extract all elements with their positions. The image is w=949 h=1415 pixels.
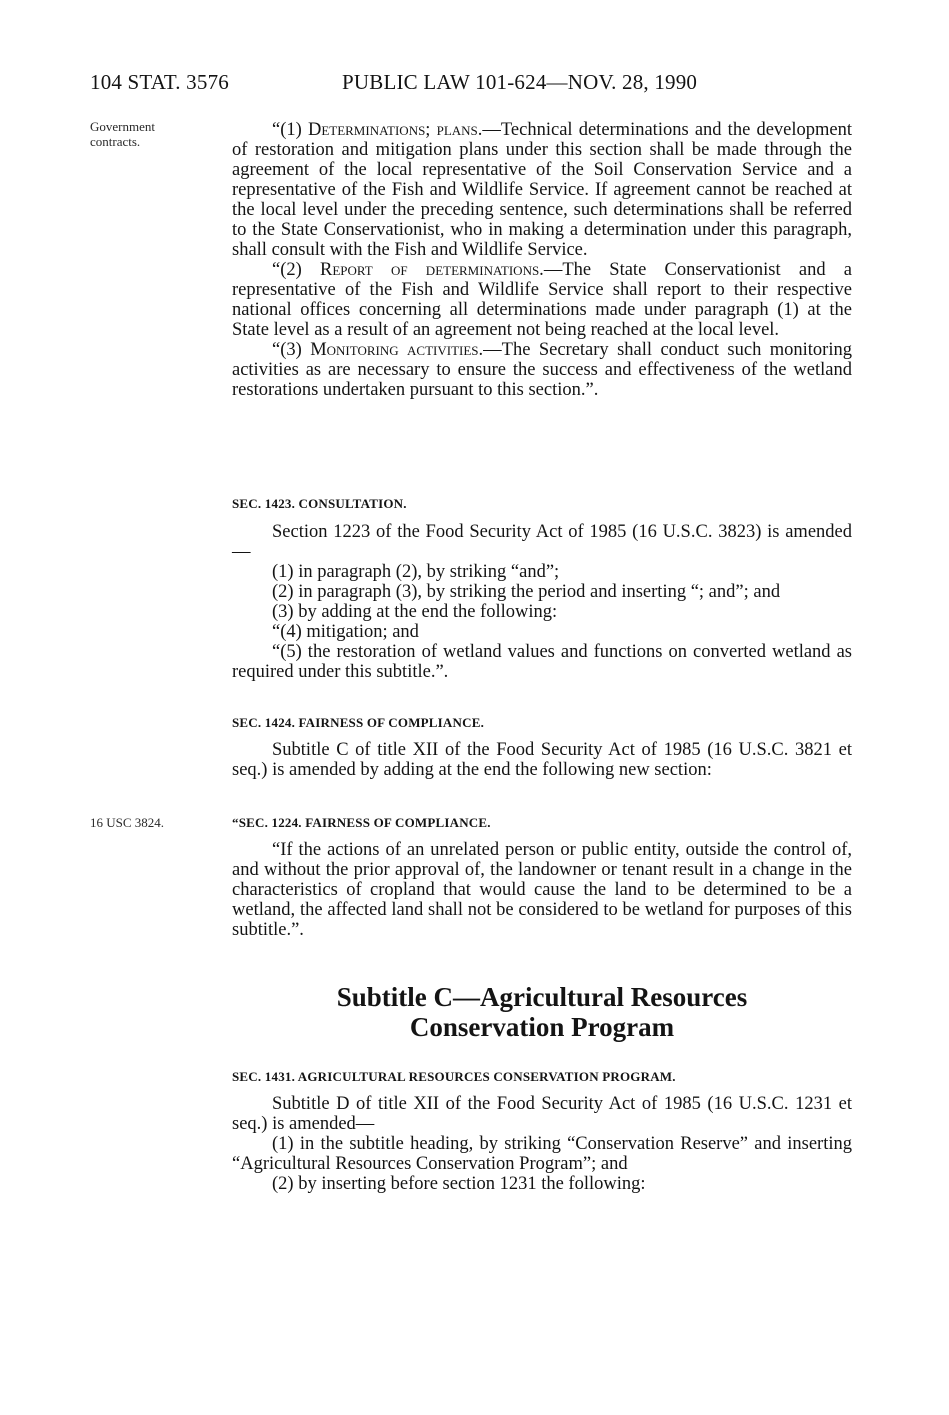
section-1423-heading: SEC. 1423. CONSULTATION. <box>232 496 407 511</box>
paragraph-number: “(2) <box>272 260 321 280</box>
list-item: (2) by inserting before section 1231 the following: <box>272 1174 646 1194</box>
section-1431-body <box>232 1094 852 1194</box>
paragraph-heading: Monitoring activities. <box>310 340 484 360</box>
paragraph-determinations-plans <box>232 120 852 260</box>
paragraph-number: “(3) <box>272 340 311 360</box>
paragraph-report-of-determinations <box>232 260 852 340</box>
subtitle-heading-line: Conservation Program <box>409 1012 675 1042</box>
list-item: (1) in paragraph (2), by striking “and”; <box>272 562 560 582</box>
list-item: “(4) mitigation; and <box>272 622 419 642</box>
section-1424-body <box>232 740 852 780</box>
page-stat-number: 104 STAT. 3576 <box>90 70 229 94</box>
paragraph-heading: Determinations; plans. <box>307 120 483 140</box>
section-intro: Section 1223 of the Food Security Act of 1985 (16 U.S.C. 3823) is amended— <box>232 522 852 562</box>
section-1224-body <box>232 840 852 940</box>
determinations-paragraphs <box>232 120 852 400</box>
margin-note-line: Government <box>90 119 155 134</box>
public-law-citation: PUBLIC LAW 101-624—NOV. 28, 1990 <box>342 70 698 94</box>
list-item: “(5) the restoration of wetland values and functions on converted wetland as required under this subtitle.”. <box>232 642 852 682</box>
section-1423-body <box>232 522 852 682</box>
paragraph-heading: Report of determinations. <box>320 260 544 280</box>
list-item: (2) in paragraph (3), by striking the period and inserting “; and”; and <box>272 582 781 602</box>
section-1424-heading: SEC. 1424. FAIRNESS OF COMPLIANCE. <box>232 715 485 730</box>
section-text: “If the actions of an unrelated person or public entity, outside the control of, and without the prior approval of, the landowner or tenant result in a change in the characteristics of cropland that would cause the land to be determined to be a wetland, the affected land shall not be considered to be wetland for purposes of this subtitle.”. <box>232 840 852 940</box>
list-item: (1) in the subtitle heading, by striking “Conservation Reserve” and inserting “Agricultural Resources Conservation Program”; and <box>232 1134 852 1174</box>
margin-note-usc-3824: 16 USC 3824. <box>90 815 165 830</box>
list-item: (3) by adding at the end the following: <box>272 602 558 622</box>
section-1224-heading: “SEC. 1224. FAIRNESS OF COMPLIANCE. <box>232 815 491 830</box>
paragraph-text: —Technical determinations and the development of restoration and mitigation plans under this section shall be made through the agreement of the local representative of the Soil Conservation Service and a representative of the Fish and Wildlife Service. If agreement cannot be reached at the local level under the preceding sentence, such determinations shall be referred to the State Conservationist, who in making a determination under this paragraph, shall consult with the Fish and Wildlife Service. <box>232 120 852 260</box>
section-intro: Subtitle C of title XII of the Food Security Act of 1985 (16 U.S.C. 3821 et seq.) is amended by adding at the end the following new section: <box>232 740 852 780</box>
paragraph-monitoring-activities <box>232 340 852 400</box>
section-intro: Subtitle D of title XII of the Food Security Act of 1985 (16 U.S.C. 1231 et seq.) is amended— <box>232 1094 852 1134</box>
subtitle-c-heading <box>232 982 852 1042</box>
section-1431-heading: SEC. 1431. AGRICULTURAL RESOURCES CONSERVATION PROGRAM. <box>232 1069 676 1084</box>
paragraph-text: —The Secretary shall conduct such monitoring activities as are necessary to ensure the success and effectiveness of the wetland restorations undertaken pursuant to this section.”. <box>232 340 852 400</box>
subtitle-heading-line: Subtitle C—Agricultural Resources <box>336 982 748 1012</box>
paragraph-number: “(1) <box>272 120 308 140</box>
paragraph-text: —The State Conservationist and a representative of the Fish and Wildlife Service shall report to their respective national offices concerning all determinations made under paragraph (1) at the State level as a result of an agreement not being reached at the local level. <box>232 260 852 340</box>
margin-note-government-contracts <box>90 119 155 149</box>
margin-note-line: contracts. <box>90 134 141 149</box>
